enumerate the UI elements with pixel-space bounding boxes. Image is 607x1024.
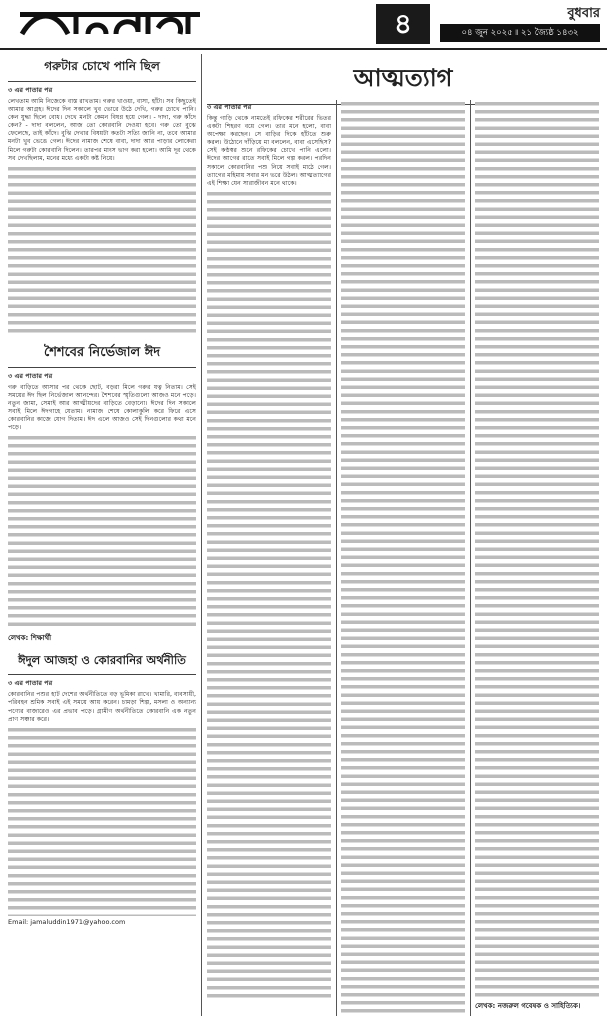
issue-date: ০৪ জুন ২০২৫ ৷৷ ২১ জ্যৈষ্ঠ ১৪৩২ — [440, 24, 600, 42]
logo-wordmark-icon — [16, 4, 206, 44]
article-body-attotyag: কিন্তু গাড়ি থেকে নামতেই রফিকের শরীরের ভিতর একটা শিহরণ বয়ে গেল। তার মনে হলো, বাবা অপেক্ষা করছেন। সে বাড়ির দিকে হাঁটতে শুরু করল। উঠোনে দাঁড়িয়ে মা বললেন, বাবা এসেছিস? সেই কণ্ঠস্বর শুনে রফিকের চোখে পানি এলো। ঈদের আগের রাতে সবাই মিলে গল্প করল। পরদিন সকালে কোরবানির পশু নিয়ে সবাই মাঠে গেল। ত্যাগের মহিমায় সবার মন ভরে উঠল। আত্মত্যাগের এই শিক্ষা যেন সারাজীবন মনে থাকে। — [207, 115, 331, 187]
right-subcolumn-1 — [207, 100, 331, 1002]
article-body-attotyag-col2 — [341, 100, 465, 1014]
left-column — [8, 54, 196, 926]
right-article — [207, 54, 599, 1010]
right-subcolumn-2 — [341, 100, 465, 1014]
continued-label: ৩ এর পাতার পর — [207, 103, 252, 111]
continued-label: ৩ এর পাতার পর — [8, 679, 53, 688]
article-title-goru: গরুটার চোখে পানি ছিল — [44, 59, 160, 73]
issue-day: বুধবার — [567, 6, 600, 21]
author-email: Email: jamaluddin1971@yahoo.com — [8, 917, 126, 926]
article-body-shoishob-continued — [8, 434, 196, 630]
page-number: ৪ — [376, 4, 430, 44]
column-divider — [336, 100, 337, 1016]
article-title-eid-economy: ঈদুল আজহা ও কোরবানির অর্থনীতি — [18, 653, 186, 668]
article-body-eid-economy: কোরবানির পশুর হাট দেশের অর্থনীতিতে বড় ভূমিকা রাখে। খামারি, ব্যবসায়ী, পরিবহন শ্রমিক সবাই এই সময়ে আয় করেন। চামড়া শিল্প, মসলা ও অন্যান্য পণ্যের বাজারেও এর প্রভাব পড়ে। গ্রামীণ অর্থনীতিতে কোরবানি এক নতুন প্রাণ সঞ্চার করে। — [8, 691, 196, 723]
article-title-shoishob: শৈশবের নির্ভেজাল ঈদ — [43, 344, 161, 360]
article-body-eid-economy-continued — [8, 726, 196, 916]
column-divider — [201, 54, 202, 1016]
article-body-shoishob: গরু বাড়িতে আসার পর থেকে ছোট, বড়রা মিলে গরুর যত্ন নিতাম। সেই সময়ের ঈদ ছিল নির্ভেজাল আনন্দের। শৈশবের স্মৃতিগুলো আজও মনে পড়ে। নতুন জামা, সেমাই আর আত্মীয়দের বাড়িতে বেড়ানো। ঈদের দিন সকালে সবাই মিলে ঈদগাহে যেতাম। নামাজ শেষে কোলাকুলি করে ফিরে এসে কোরবানির কাজে যোগ দিতাম। ঈদ এলে আজও সেই দিনগুলোর কথা মনে পড়ে। — [8, 383, 196, 432]
article-author: লেখক: শিক্ষার্থী — [8, 634, 52, 643]
article-body-goru-continued — [8, 165, 196, 333]
article-body-goru: লেখতাম আমি নিজেকে বাস্ত রাখতাম। গরুর খাওয়া, বাসা, হাঁটা। সব কিছুতেই আমার আগ্রহ। ঈদের দিন সকালে খুব ভোরে উঠে দেখি, গরুর চোখে পানি। কেন যুদ্ধা ছিলে বোধ। দেখে মনটা কেমন বিষণ্ণ হয়ে গেল। - দাদা, গরু কাঁদে কেন? - দাদা বললেন, আজ তো কোরবানি দেওয়া হবে। গরু তো বুঝে ফেলেছে, তাই কাঁদে। বুঝি দেখার বিষয়টা কতটা সত্যি জানি না, তবে আমার মনটা খুব ভেঙে গেল। ঈদের নামাজ শেষে বাবা, দাদা আর পাড়ার লোকেরা মিলে গরুটা কোরবানি দিলেন। তারপর মাংস ভাগ করা হলো। আমি দূর থেকে সব দেখছিলাম, মনের মধ্যে একটা কষ্ট নিয়ে। — [8, 98, 196, 162]
article-body-attotyag-col3 — [475, 100, 599, 998]
continued-label: ৩ এর পাতার পর — [8, 371, 53, 380]
article-title-attotyag: আত্মত্যাগ — [353, 63, 453, 92]
newspaper-logo — [16, 4, 206, 44]
continued-label: ৩ এর পাতার পর — [8, 86, 53, 94]
article-body-attotyag-col1 — [207, 190, 331, 1002]
masthead — [0, 0, 607, 50]
column-divider — [470, 100, 471, 1016]
article-closing-author: লেখক: নজরুল গবেষক ও সাহিত্যিক। — [475, 1002, 581, 1010]
right-subcolumn-3 — [475, 100, 599, 1012]
